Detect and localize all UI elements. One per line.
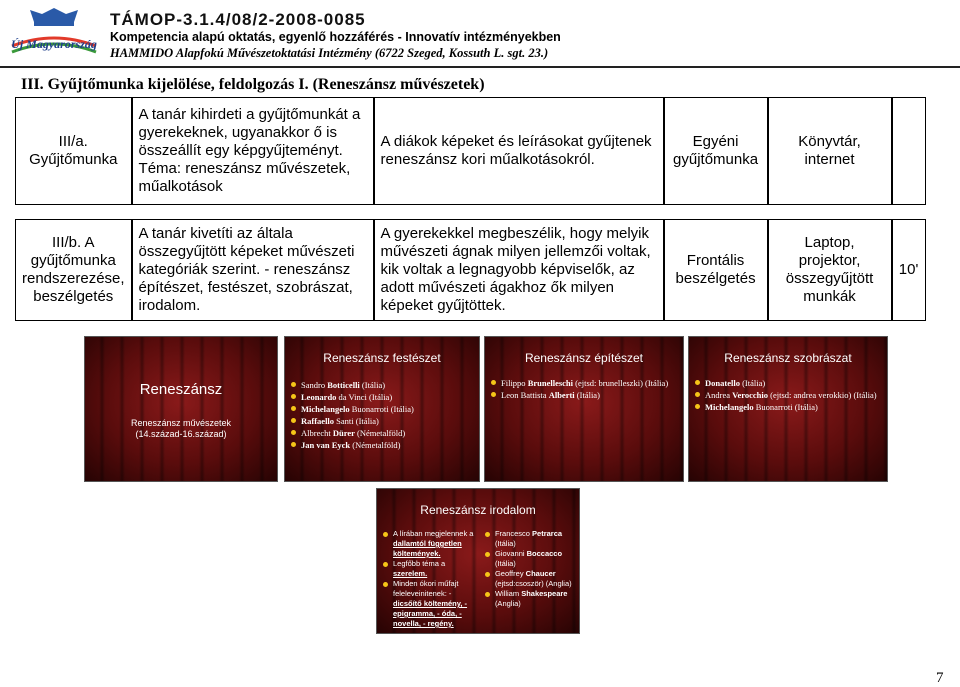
- method-cell: Egyéni gyűjtőmunka: [664, 97, 768, 205]
- slide-title-renaissance: [84, 336, 278, 482]
- list-item: Raffaello Santi (Itália): [301, 415, 479, 427]
- section-title: III. Gyűjtőmunka kijelölése, feldolgozás I. (Reneszánsz művészetek): [21, 76, 485, 93]
- method-cell: Frontális beszélgetés: [664, 219, 768, 321]
- document-header: [110, 10, 950, 61]
- uj-magyarorszag-logo: [8, 6, 100, 64]
- literature-features-list: [377, 529, 479, 629]
- sculptor-list: [689, 377, 887, 413]
- list-item: Sandro Botticelli (Itália): [301, 379, 479, 391]
- list-item: Andrea Verocchio (ejtsd: andrea verokkio) (Itália): [705, 389, 887, 401]
- slide-sculpture: [688, 336, 888, 482]
- list-item: Jan van Eyck (Németalföld): [301, 439, 479, 451]
- tools-cell: Laptop, projektor, összegyűjtött munkák: [768, 219, 892, 321]
- architect-list: [485, 377, 683, 401]
- project-subtitle: Kompetencia alapú oktatás, egyenlő hozzáférés - Innovatív intézményekben: [110, 30, 561, 44]
- time-cell: [892, 97, 926, 205]
- student-activity-cell: A gyerekekkel megbeszélik, hogy melyik művészeti ágnak milyen jellemzői voltak, kik voltak a legnagyobb képviselők, az adott művészeti ágakhoz ők milyen képeket gyűjtöttek.: [374, 219, 664, 321]
- list-item: Giovanni Boccacco (Itália): [495, 549, 579, 569]
- project-code: TÁMOP-3.1.4/08/2-2008-0085: [110, 10, 366, 29]
- painter-list: [285, 379, 479, 451]
- slide-title: Reneszánsz irodalom: [420, 503, 536, 517]
- phase-cell: III/a. Gyűjtőmunka: [15, 97, 132, 205]
- lesson-plan-table: [15, 97, 926, 321]
- list-item: Legfőbb téma a szerelem.: [393, 559, 479, 579]
- slide-title: Reneszánsz szobrászat: [724, 351, 852, 365]
- slide-title: Reneszánsz építészet: [524, 351, 644, 365]
- slide-title: Reneszánsz festészet: [323, 351, 441, 365]
- list-item: A lírában megjelennek a dallamtól független költemények.: [393, 529, 479, 559]
- list-item: Francesco Petrarca (Itália): [495, 529, 579, 549]
- list-item: Geoffrey Chaucer (ejtsd:csoször) (Anglia): [495, 569, 579, 589]
- student-activity-cell: A diákok képeket és leírásokat gyűjtenek reneszánsz kori műalkotásokról.: [374, 97, 664, 205]
- teacher-activity-cell: A tanár kivetíti az általa összegyűjtött képeket művészeti kategóriák szerint. - reneszánsz építészet, festészet, szobrászat, irodalom.: [132, 219, 374, 321]
- teacher-activity-cell: A tanár kihirdeti a gyűjtőmunkát a gyerekeknek, ugyanakkor ő is összeállít egy képgyűjteményt. Téma: reneszánsz művészetek, műalkotások: [132, 97, 374, 205]
- list-item: Michelangelo Buonarroti (Itália): [705, 401, 887, 413]
- list-item: Donatello (Itália): [705, 377, 887, 389]
- list-item: Leon Battista Alberti (Itália): [501, 389, 683, 401]
- list-item: William Shakespeare (Anglia): [495, 589, 579, 609]
- writer-list: [479, 529, 579, 629]
- institution-line: HAMMIDO Alapfokú Művészetoktatási Intézmény (6722 Szeged, Kossuth L. sgt. 23.): [110, 46, 549, 60]
- svg-text:Új Magyarország: Új Magyarország: [11, 37, 97, 51]
- time-cell: 10': [892, 219, 926, 321]
- list-item: Minden ókori műfajt feleleveinitenek: - dicsőítő költemény, - epigramma, - óda, - novella, - regény.: [393, 579, 479, 629]
- slide-subtitle: Reneszánsz művészetek: [130, 418, 232, 428]
- table-row: [15, 219, 926, 321]
- table-row: [15, 97, 926, 205]
- list-item: Michelangelo Buonarroti (Itália): [301, 403, 479, 415]
- slide-big-title: Reneszánsz: [139, 381, 223, 398]
- phase-cell: III/b. A gyűjtőmunka rendszerezése, beszélgetés: [15, 219, 132, 321]
- list-item: Filippo Brunelleschi (ejtsd: brunelleszki) (Itália): [501, 377, 683, 389]
- page-number: 7: [936, 670, 944, 686]
- slide-dates: (14.század-16.század): [135, 429, 227, 439]
- header-divider: [0, 66, 960, 68]
- tools-cell: Könyvtár, internet: [768, 97, 892, 205]
- slide-literature: [376, 488, 580, 634]
- list-item: Albrecht Dürer (Németalföld): [301, 427, 479, 439]
- list-item: Leonardo da Vinci (Itália): [301, 391, 479, 403]
- slide-painting: [284, 336, 480, 482]
- slide-architecture: [484, 336, 684, 482]
